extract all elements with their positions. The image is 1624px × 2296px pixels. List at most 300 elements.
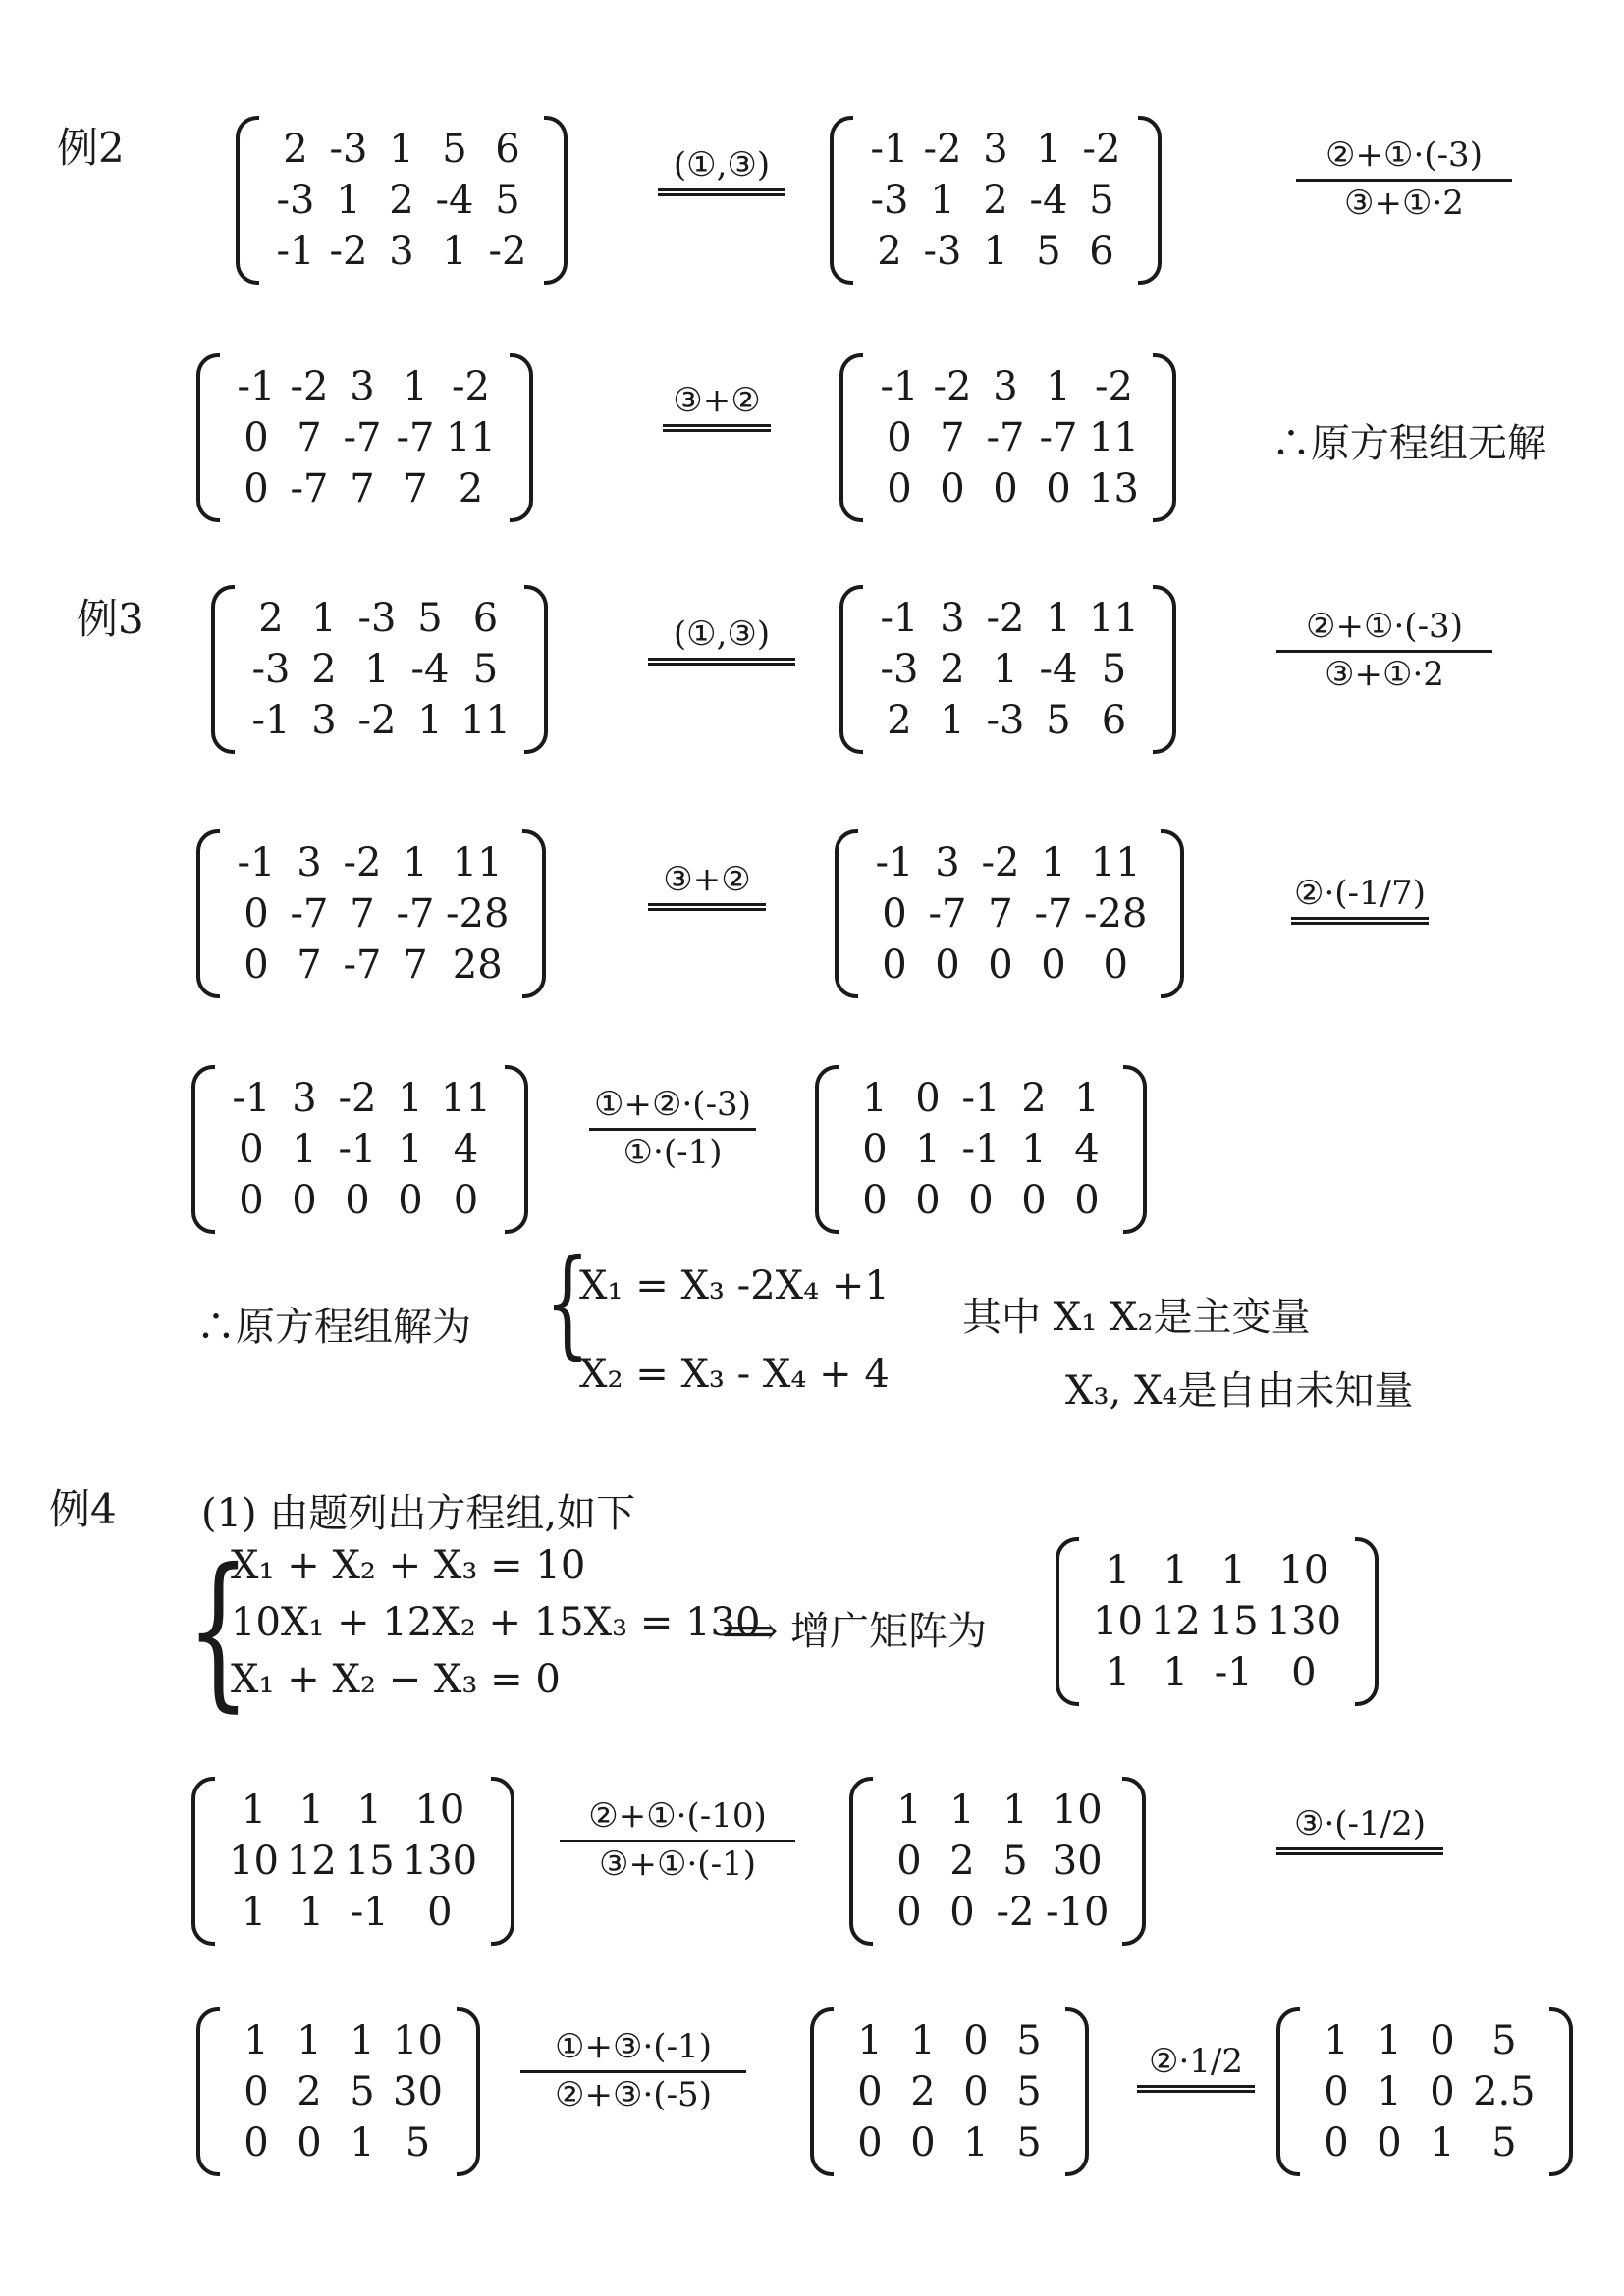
matrix-cell: 1 <box>417 698 443 743</box>
matrix-cell: -1 <box>961 1127 1001 1172</box>
matrix-cell: -4 <box>1039 647 1078 692</box>
row-operation <box>663 381 771 434</box>
matrix-cell: 0 <box>968 1178 994 1223</box>
matrix-cell: 2 <box>297 2069 322 2114</box>
matrix-cell: 5 <box>442 127 467 172</box>
equivalence-line <box>663 429 771 432</box>
matrix-cell: 0 <box>963 2018 989 2063</box>
matrix-cell: 0 <box>244 891 269 936</box>
system-brace: { <box>545 1235 590 1371</box>
variable-note: 其中 X₁ X₂是主变量 <box>962 1295 1311 1340</box>
matrix-cell: 2 <box>311 647 337 692</box>
matrix <box>191 1777 514 1946</box>
matrix-cell: 1 <box>297 2018 322 2063</box>
matrix-cell: -1 <box>338 1127 377 1172</box>
matrix-cell: 1 <box>403 840 428 885</box>
matrix-cell: -1 <box>276 229 315 274</box>
operation-label: ②+③·(-5) <box>555 2075 712 2114</box>
equivalence-line <box>648 658 795 661</box>
matrix-cell: 1 <box>292 1127 317 1172</box>
matrix-entries <box>220 353 510 522</box>
equivalence-line <box>663 424 771 427</box>
matrix-cell: 1 <box>1163 1650 1189 1695</box>
operation-label: ③·(-1/2) <box>1293 1804 1427 1843</box>
matrix-cell: -1 <box>237 364 276 409</box>
matrix-cell: 3 <box>292 1076 317 1121</box>
matrix-entries <box>839 1065 1123 1234</box>
equivalence-line <box>1291 917 1429 920</box>
matrix <box>835 829 1184 998</box>
matrix-cell: 0 <box>1021 1178 1047 1223</box>
matrix-cell: 0 <box>1324 2120 1349 2165</box>
row-operation <box>648 860 766 913</box>
problem-intro: (1) 由题列出方程组,如下 <box>201 1491 636 1536</box>
matrix-cell: 1 <box>241 1890 267 1935</box>
matrix-entries <box>220 829 522 998</box>
left-bracket <box>236 116 259 285</box>
matrix-entries <box>235 585 524 754</box>
matrix-cell: -2 <box>996 1890 1035 1935</box>
matrix-cell: 11 <box>1089 596 1139 641</box>
matrix-cell: -7 <box>1034 891 1073 936</box>
equation: X₁ + X₂ − X₃ = 0 <box>231 1657 561 1702</box>
matrix-cell: 1 <box>1324 2018 1349 2063</box>
matrix-cell: 0 <box>453 1178 479 1223</box>
matrix-cell: 5 <box>1016 2120 1042 2165</box>
matrix-cell: -3 <box>870 178 909 223</box>
row-operation <box>1296 135 1512 223</box>
solution-equation: X₁ = X₃ -2X₄ +1 <box>579 1263 890 1308</box>
matrix-cell: 1 <box>862 1076 888 1121</box>
matrix-cell: -1 <box>350 1890 389 1935</box>
matrix-cell: 5 <box>1036 229 1061 274</box>
matrix-cell: 1 <box>910 2018 936 2063</box>
left-bracket <box>196 2007 220 2176</box>
matrix-cell: 0 <box>1377 2120 1402 2165</box>
row-operation <box>1276 1804 1443 1857</box>
matrix-cell: 30 <box>393 2069 443 2114</box>
matrix-cell: 1 <box>1002 1788 1028 1833</box>
equation: X₁ + X₂ + X₃ = 10 <box>231 1543 586 1588</box>
augmented-matrix-label: ⟹ 增广矩阵为 <box>722 1609 988 1654</box>
matrix-cell: 0 <box>1324 2069 1349 2114</box>
matrix-cell: 1 <box>857 2018 883 2063</box>
matrix-cell: 0 <box>963 2069 989 2114</box>
matrix-cell: 5 <box>495 178 520 223</box>
left-bracket <box>211 585 235 754</box>
operation-label: ③+② <box>673 381 761 420</box>
operation-label: ③+①·(-1) <box>599 1844 756 1884</box>
right-bracket <box>457 2007 480 2176</box>
matrix-cell: 130 <box>1266 1599 1342 1644</box>
matrix-cell: 1 <box>983 229 1008 274</box>
matrix-cell: -1 <box>870 127 909 172</box>
matrix-cell: 0 <box>896 1839 922 1884</box>
matrix-cell: 1 <box>298 1788 325 1833</box>
right-bracket <box>522 829 546 998</box>
matrix-cell: 1 <box>403 364 428 409</box>
matrix-cell: 5 <box>1089 178 1114 223</box>
matrix-cell: -2 <box>1082 127 1121 172</box>
matrix-cell: 11 <box>446 415 496 460</box>
matrix-cell: -4 <box>410 647 450 692</box>
matrix-cell: 0 <box>915 1178 941 1223</box>
matrix-cell: 1 <box>398 1076 423 1121</box>
matrix-cell: -3 <box>251 647 291 692</box>
matrix-cell: 1 <box>1105 1650 1131 1695</box>
system-brace: { <box>187 1533 250 1728</box>
matrix-cell: -1 <box>880 364 919 409</box>
matrix-cell: 5 <box>1491 2120 1517 2165</box>
matrix-cell: 0 <box>915 1076 941 1121</box>
matrix-cell: 0 <box>244 942 269 988</box>
matrix-cell: 3 <box>297 840 322 885</box>
equivalence-line <box>648 903 766 906</box>
matrix-cell: 7 <box>403 942 428 988</box>
matrix-cell: 2 <box>940 647 965 692</box>
matrix-cell: -4 <box>1029 178 1068 223</box>
equivalence-line <box>1276 1847 1443 1850</box>
matrix-cell: 1 <box>350 2120 375 2165</box>
matrix-cell: 3 <box>350 364 375 409</box>
matrix-cell: 12 <box>1150 1599 1201 1644</box>
matrix-cell: 1 <box>356 1788 382 1833</box>
matrix-cell: -1 <box>251 698 291 743</box>
equivalence-line <box>560 1840 795 1842</box>
matrix-cell: 1 <box>398 1127 423 1172</box>
matrix-cell: 1 <box>949 1788 975 1833</box>
matrix-cell: 12 <box>286 1839 337 1884</box>
matrix-cell: -2 <box>933 364 972 409</box>
matrix <box>196 2007 480 2176</box>
operation-label: ②+①·(-10) <box>588 1796 767 1836</box>
matrix-cell: 1 <box>1377 2018 1402 2063</box>
matrix-cell: 1 <box>993 647 1018 692</box>
matrix-cell: 5 <box>405 2120 431 2165</box>
matrix-cell: 1 <box>389 127 414 172</box>
matrix-cell: 0 <box>1074 1178 1100 1223</box>
matrix-cell: 1 <box>1021 1127 1047 1172</box>
right-bracket <box>491 1777 514 1946</box>
matrix-cell: 6 <box>495 127 520 172</box>
matrix-cell: 7 <box>940 415 965 460</box>
matrix-cell: 0 <box>244 2069 269 2114</box>
left-bracket <box>196 829 220 998</box>
matrix-entries <box>858 829 1161 998</box>
matrix-cell: -7 <box>343 942 382 988</box>
matrix-cell: 11 <box>1090 840 1141 885</box>
matrix-cell: 1 <box>1220 1548 1246 1593</box>
matrix-cell: 7 <box>350 466 375 511</box>
matrix-cell: 7 <box>403 466 428 511</box>
matrix-cell: 6 <box>1089 229 1114 274</box>
equivalence-line <box>648 663 795 666</box>
matrix-cell: 0 <box>988 942 1013 988</box>
matrix-cell: 0 <box>239 1178 264 1223</box>
matrix-cell: 1 <box>1046 596 1071 641</box>
variable-note: X₃, X₄是自由未知量 <box>1065 1368 1414 1414</box>
matrix-cell: 0 <box>1046 466 1071 511</box>
equivalence-line <box>1137 2090 1255 2093</box>
right-bracket <box>1161 829 1184 998</box>
right-bracket <box>544 116 568 285</box>
matrix <box>196 353 533 522</box>
row-operation <box>1291 874 1429 927</box>
matrix-cell: 1 <box>311 596 337 641</box>
left-bracket <box>839 353 863 522</box>
matrix-cell: 0 <box>935 942 960 988</box>
left-bracket <box>1276 2007 1300 2176</box>
left-bracket <box>191 1777 215 1946</box>
matrix-cell: -2 <box>981 840 1020 885</box>
matrix-cell: 0 <box>940 466 965 511</box>
row-operation <box>648 614 795 667</box>
matrix-cell: 0 <box>857 2069 883 2114</box>
matrix-entries <box>1300 2007 1549 2176</box>
matrix-cell: 1 <box>1074 1076 1100 1121</box>
matrix-cell: 5 <box>1046 698 1071 743</box>
matrix-cell: -2 <box>338 1076 377 1121</box>
matrix-cell: 0 <box>1291 1650 1317 1695</box>
matrix-cell: 5 <box>1002 1839 1028 1884</box>
matrix-cell: 0 <box>292 1178 317 1223</box>
example-2-label: 例2 <box>57 124 125 172</box>
matrix-cell: -7 <box>986 415 1025 460</box>
matrix-cell: 0 <box>345 1178 370 1223</box>
matrix-cell: 6 <box>472 596 499 641</box>
matrix-cell: 0 <box>862 1178 888 1223</box>
matrix-cell: 0 <box>1430 2018 1455 2063</box>
equivalence-line <box>658 188 785 191</box>
equivalence-line <box>658 193 785 196</box>
left-bracket <box>810 2007 834 2176</box>
operation-label: ③+①·2 <box>1325 655 1444 694</box>
left-bracket <box>1056 1537 1079 1706</box>
matrix-cell: -1 <box>232 1076 271 1121</box>
left-bracket <box>830 116 853 285</box>
operation-label: ②·(-1/7) <box>1293 874 1427 913</box>
matrix-cell: 1 <box>244 2018 269 2063</box>
matrix-cell: -2 <box>986 596 1025 641</box>
operation-label: ①·(-1) <box>623 1133 723 1172</box>
matrix-cell: 13 <box>1089 466 1139 511</box>
matrix-cell: 4 <box>453 1127 479 1172</box>
matrix-entries <box>1079 1537 1355 1706</box>
matrix-cell: 0 <box>887 415 912 460</box>
operation-label: ②+①·(-3) <box>1326 135 1483 175</box>
matrix-cell: 1 <box>1046 364 1071 409</box>
matrix-cell: -2 <box>357 698 397 743</box>
equivalence-line <box>1276 650 1492 653</box>
conclusion-text: ∴原方程组无解 <box>1272 421 1546 466</box>
right-bracket <box>1153 585 1176 754</box>
equivalence-line <box>589 1128 756 1131</box>
row-operation <box>589 1085 756 1172</box>
operation-label: ①+②·(-3) <box>594 1085 751 1124</box>
right-bracket <box>1138 116 1162 285</box>
matrix-cell: -2 <box>923 127 962 172</box>
equation: 10X₁ + 12X₂ + 15X₃ = 130 <box>231 1600 761 1645</box>
matrix-entries <box>873 1777 1122 1946</box>
matrix-cell: 0 <box>993 466 1018 511</box>
matrix-cell: -3 <box>986 698 1025 743</box>
matrix-cell: 6 <box>1101 698 1127 743</box>
matrix <box>196 829 546 998</box>
matrix-cell: 2 <box>949 1839 975 1884</box>
matrix-cell: 1 <box>930 178 955 223</box>
matrix-cell: 3 <box>389 229 414 274</box>
matrix-cell: 2 <box>910 2069 936 2114</box>
matrix-cell: -3 <box>357 596 397 641</box>
right-bracket <box>1123 1065 1147 1234</box>
operation-label: ③+①·2 <box>1344 184 1464 223</box>
matrix-cell: 10 <box>393 2018 443 2063</box>
matrix-cell: 1 <box>1041 840 1066 885</box>
matrix-cell: -7 <box>396 415 435 460</box>
matrix-cell: 5 <box>417 596 443 641</box>
matrix-cell: 2 <box>983 178 1008 223</box>
matrix-cell: 0 <box>244 2120 269 2165</box>
matrix <box>839 353 1176 522</box>
matrix-cell: 1 <box>1430 2120 1455 2165</box>
matrix-cell: 15 <box>1208 1599 1259 1644</box>
operation-label: (①,③) <box>673 614 771 654</box>
operation-label: ②+①·(-3) <box>1306 607 1463 646</box>
matrix-cell: 1 <box>915 1127 941 1172</box>
equivalence-line <box>1137 2085 1255 2088</box>
matrix-cell: -7 <box>343 415 382 460</box>
matrix-cell: -1 <box>961 1076 1001 1121</box>
solution-system <box>579 1242 890 1418</box>
left-bracket <box>835 829 858 998</box>
matrix-cell: 0 <box>427 1890 453 1935</box>
matrix-cell: 10 <box>1093 1599 1143 1644</box>
matrix-cell: 2 <box>458 466 484 511</box>
matrix <box>236 116 568 285</box>
matrix-cell: 2 <box>258 596 284 641</box>
operation-label: ①+③·(-1) <box>555 2027 712 2066</box>
matrix-cell: 0 <box>882 942 907 988</box>
left-bracket <box>191 1065 215 1234</box>
matrix-cell: 11 <box>441 1076 491 1121</box>
matrix-cell: 0 <box>862 1127 888 1172</box>
matrix-cell: -1 <box>237 840 276 885</box>
matrix-cell: 1 <box>241 1788 267 1833</box>
matrix-cell: 3 <box>935 840 960 885</box>
matrix-cell: 11 <box>1089 415 1139 460</box>
matrix-cell: -2 <box>343 840 382 885</box>
matrix <box>1056 1537 1379 1706</box>
matrix-cell: -7 <box>1039 415 1078 460</box>
matrix-cell: -2 <box>290 364 329 409</box>
matrix <box>211 585 548 754</box>
right-bracket <box>1355 1537 1379 1706</box>
right-bracket <box>524 585 548 754</box>
matrix-cell: -3 <box>276 178 315 223</box>
matrix-cell: -7 <box>928 891 967 936</box>
matrix-cell: 3 <box>983 127 1008 172</box>
right-bracket <box>1065 2007 1089 2176</box>
matrix-cell: -1 <box>1214 1650 1253 1695</box>
row-operation <box>560 1796 795 1884</box>
matrix-cell: 2 <box>283 127 308 172</box>
matrix-cell: 5 <box>472 647 499 692</box>
matrix-cell: -1 <box>875 840 914 885</box>
matrix-cell: 3 <box>940 596 965 641</box>
matrix-cell: 30 <box>1052 1839 1103 1884</box>
matrix-cell: 1 <box>350 2018 375 2063</box>
matrix-cell: 7 <box>988 891 1013 936</box>
matrix-cell: 1 <box>1105 1548 1131 1593</box>
matrix-cell: 0 <box>910 2120 936 2165</box>
row-operation <box>658 145 785 198</box>
matrix-entries <box>215 1777 491 1946</box>
matrix-cell: -1 <box>880 596 919 641</box>
matrix-cell: -7 <box>290 891 329 936</box>
matrix-cell: 0 <box>398 1178 423 1223</box>
matrix-entries <box>863 585 1153 754</box>
left-bracket <box>839 585 863 754</box>
right-bracket <box>505 1065 528 1234</box>
matrix-cell: 1 <box>896 1788 922 1833</box>
matrix-cell: 0 <box>857 2120 883 2165</box>
matrix-cell: 1 <box>442 229 467 274</box>
matrix-cell: 0 <box>896 1890 922 1935</box>
matrix-cell: 0 <box>239 1127 264 1172</box>
matrix-entries <box>215 1065 505 1234</box>
matrix-cell: 10 <box>1052 1788 1103 1833</box>
matrix-entries <box>259 116 544 285</box>
matrix-entries <box>853 116 1138 285</box>
matrix-cell: -4 <box>435 178 474 223</box>
matrix-cell: 1 <box>364 647 390 692</box>
matrix-cell: 1 <box>1036 127 1061 172</box>
matrix <box>849 1777 1146 1946</box>
example-4-label: 例4 <box>49 1485 117 1533</box>
matrix-cell: 0 <box>1103 942 1128 988</box>
matrix-cell: -2 <box>451 364 490 409</box>
matrix-cell: 10 <box>229 1839 279 1884</box>
matrix-entries <box>834 2007 1065 2176</box>
matrix-cell: 15 <box>344 1839 395 1884</box>
left-bracket <box>815 1065 839 1234</box>
left-bracket <box>196 353 220 522</box>
matrix-cell: 3 <box>993 364 1018 409</box>
matrix-cell: 7 <box>297 415 322 460</box>
matrix-cell: -10 <box>1046 1890 1110 1935</box>
matrix-cell: 1 <box>298 1890 325 1935</box>
matrix-cell: -3 <box>329 127 368 172</box>
equation-system <box>231 1537 760 1708</box>
right-bracket <box>1122 1777 1146 1946</box>
matrix-entries <box>220 2007 457 2176</box>
matrix-cell: -28 <box>1084 891 1148 936</box>
matrix-cell: -7 <box>290 466 329 511</box>
matrix-cell: 2 <box>887 698 912 743</box>
matrix-cell: 0 <box>882 891 907 936</box>
matrix-cell: -2 <box>1094 364 1133 409</box>
matrix-cell: 1 <box>940 698 965 743</box>
matrix-cell: -3 <box>923 229 962 274</box>
equivalence-line <box>1291 922 1429 925</box>
matrix-cell: 1 <box>1163 1548 1189 1593</box>
equivalence-line <box>1296 179 1512 182</box>
row-operation <box>1276 607 1492 694</box>
matrix-cell: 0 <box>887 466 912 511</box>
matrix-cell: 2.5 <box>1473 2069 1536 2114</box>
matrix-cell: 1 <box>963 2120 989 2165</box>
matrix-cell: 11 <box>452 840 503 885</box>
